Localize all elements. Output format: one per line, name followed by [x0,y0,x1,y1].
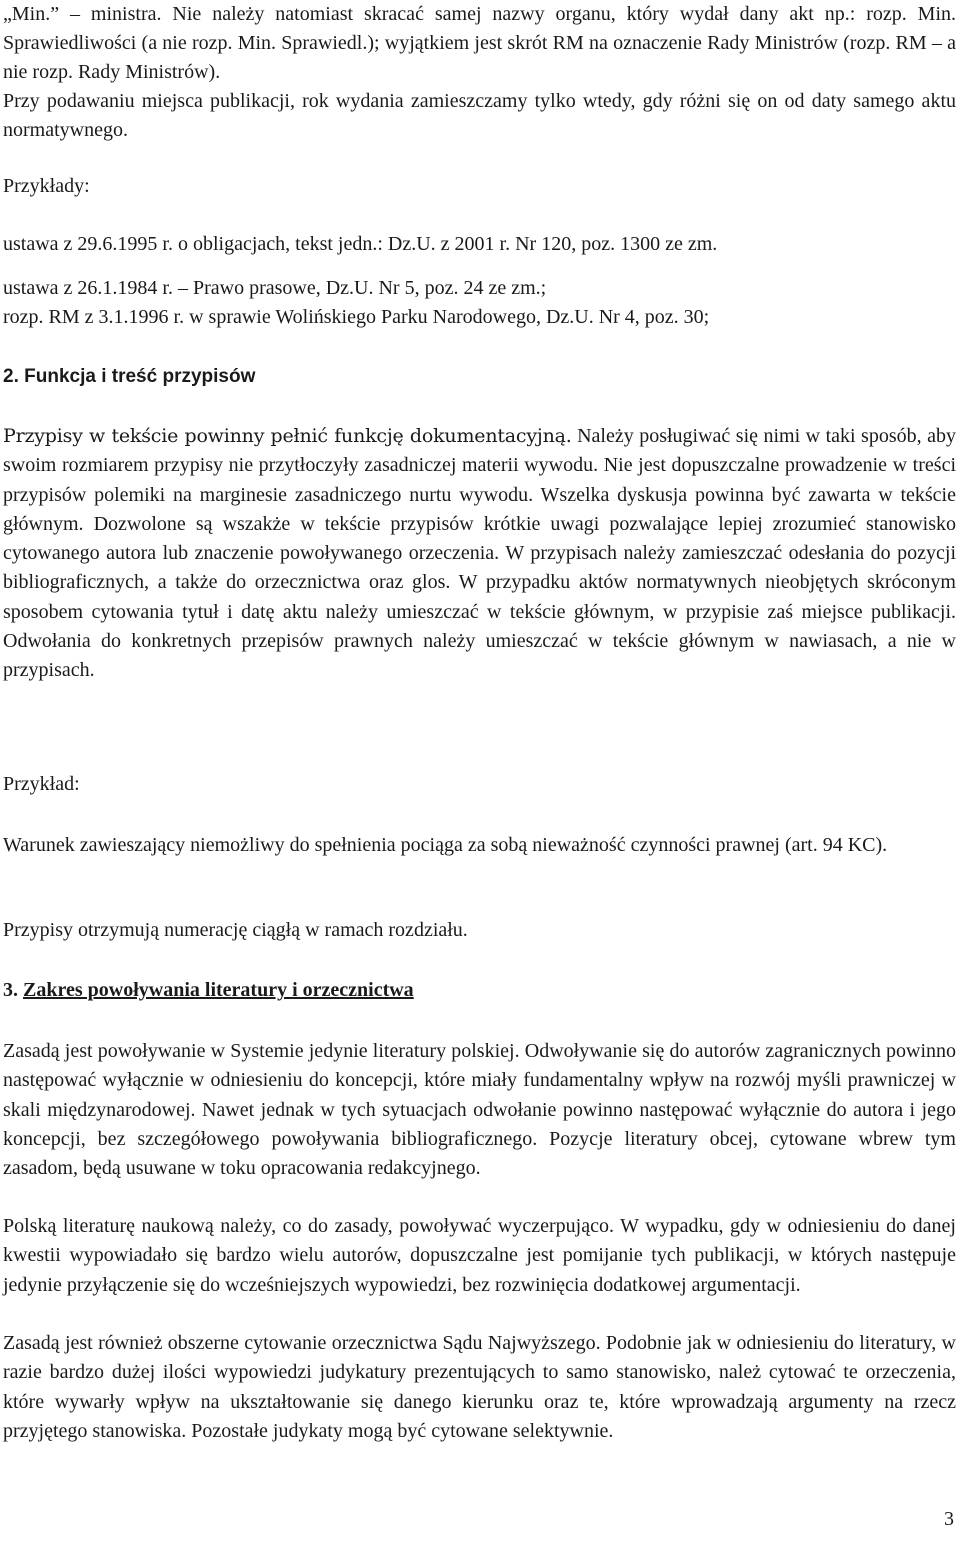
example-heading: Przykład: [3,773,80,795]
intro-paragraph-publication-year: Przy podawaniu miejsca publikacji, rok wydania zamieszczamy tylko wtedy, gdy różni się on od daty samego aktu normatywnego. [3,90,956,141]
footnote-numbering-note: Przypisy otrzymują numerację ciągłą w ramach rozdziału. [3,919,468,941]
section-3-heading [3,979,414,1002]
example-item: ustawa z 26.1.1984 r. – Prawo prasowe, Dz.U. Nr 5, poz. 24 ze zm.; [3,277,547,299]
section-3-title: Zakres powoływania literatury i orzecznictwa [23,979,414,1001]
section-2-body-text: Należy posługiwać się nimi w taki sposób, aby swoim rozmiarem przypisy nie przytłoczyły zasadniczej materii wywodu. Nie jest dopuszczalne prowadzenie w treści przypisów polemiki na marginesie zasadniczego nurtu wywodu. Wszelka dyskusja powinna być zawarta w tekście głównym. Dozwolone są wszakże w tekście przypisów krótkie uwagi pozwalające lepiej zrozumieć stanowisko cytowanego autora lub znaczenie powoływanego orzeczenia. W przypisach należy zamieszczać odesłania do pozycji bibliograficznych, a także do orzecznictwa oraz glos. W przypadku aktów normatywnych nieobjętych skróconym sposobem cytowania tytuł i datę aktu należy umieszczać w tekście głównym, w przypisie zaś miejsce publikacji. Odwołania do konkretnych przepisów prawnych należy umieszczać w tekście głównym w nawiasach, a nie w przypisach. [3,425,956,682]
example-item: ustawa z 29.6.1995 r. o obligacjach, tekst jedn.: Dz.U. z 2001 r. Nr 120, poz. 1300 ze zm. [3,233,718,255]
example-item: rozp. RM z 3.1.1996 r. w sprawie Wolińskiego Parku Narodowego, Dz.U. Nr 4, poz. 30; [3,306,710,328]
examples-heading: Przykłady: [3,175,90,197]
section-3-paragraph-foreign-literature: Zasadą jest powoływanie w Systemie jedynie literatury polskiej. Odwoływanie się do autorów zagranicznych powinno następować wyłącznie w odniesieniu do koncepcji, które miały fundamentalny wpływ na rozwój myśli prawniczej w skali międzynarodowej. Nawet jednak w tych sytuacjach odwołanie powinno następować wyłącznie do autora i jego koncepcji, bez szczegółowego powoływania bibliograficznego. Pozycje literatury obcej, cytowane wbrew tym zasadom, będą usuwane w toku opracowania redakcyjnego. [3,1040,956,1180]
example-text: Warunek zawieszający niemożliwy do spełnienia pociąga za sobą nieważność czynności prawnej (art. 94 KC). [3,834,888,856]
section-3-paragraph-polish-literature: Polską literaturę naukową należy, co do zasady, powoływać wyczerpująco. W wypadku, gdy w odniesieniu do danej kwestii wypowiadało się bardzo wielu autorów, dopuszczalne jest pomijanie tych publikacji, w których następuje jedynie przyłączenie się do wcześniejszych wypowiedzi, bez rozwinięcia dodatkowej argumentacji. [3,1215,956,1296]
section-2-lead-sentence: Przypisy w tekście powinny pełnić funkcję dokumentacyjną. [3,425,572,447]
section-2-heading: 2. Funkcja i treść przypisów [3,366,256,387]
section-2-paragraph [3,422,956,686]
page-number: 3 [944,1508,954,1530]
section-3-number: 3. [3,979,23,1001]
intro-paragraph-abbreviations: „Min.” – ministra. Nie należy natomiast skracać samej nazwy organu, który wydał dany akt np.: rozp. Min. Sprawiedliwości (a nie rozp. Min. Sprawiedl.); wyjątkiem jest skrót RM na oznaczenie Rady Ministrów (rozp. RM – a nie rozp. Rady Ministrów). [3,3,956,83]
section-3-paragraph-case-law: Zasadą jest również obszerne cytowanie orzecznictwa Sądu Najwyższego. Podobnie jak w odniesieniu do literatury, w razie bardzo dużej ilości wypowiedzi judykatury prezentujących to samo stanowisko, należ cytować te orzeczenia, które wywarły wpływ na ukształtowanie się danego kierunku oraz te, które wprowadzają argumenty na rzecz przyjętego stanowiska. Pozostałe judykaty mogą być cytowane selektywnie. [3,1332,956,1442]
